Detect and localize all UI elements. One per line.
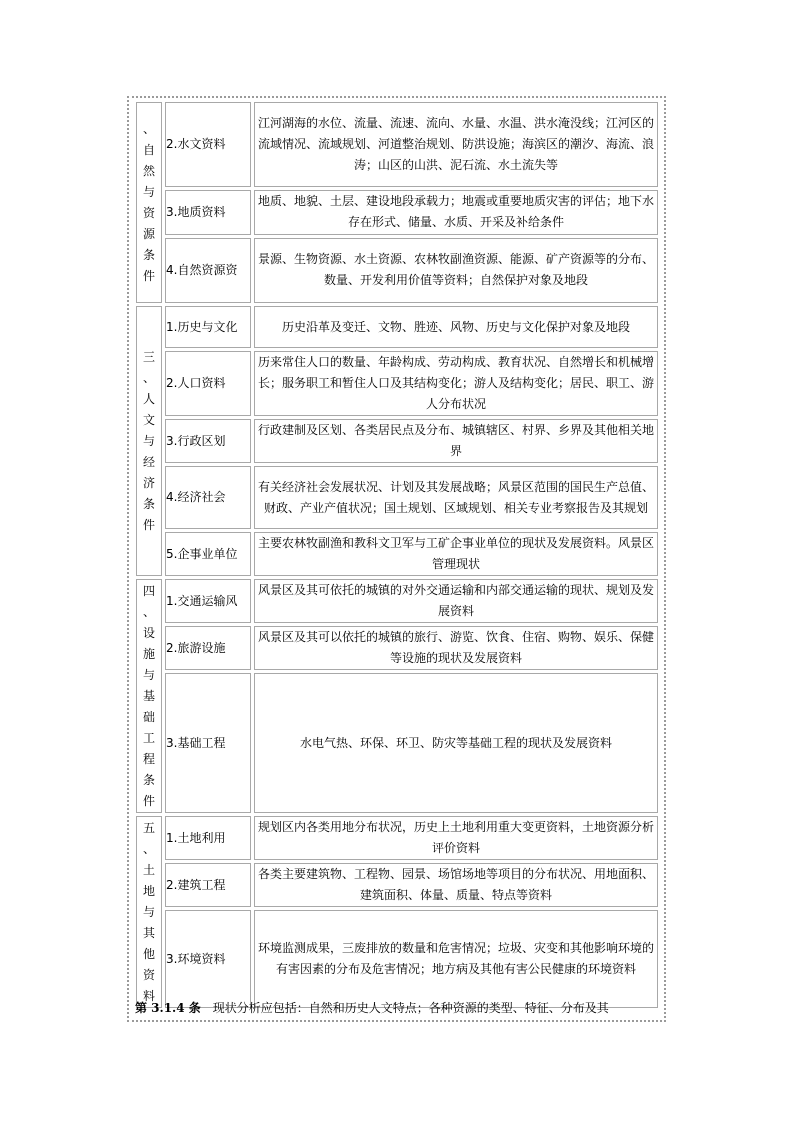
item-description: 风景区及其可依托的城镇的对外交通运输和内部交通运输的现状、规划及发展资料: [254, 579, 658, 623]
category-char: 基: [142, 688, 155, 703]
table-row: [136, 190, 658, 235]
article-text: 现状分析应包括：自然和历史人文特点；各种资源的类型、特征、分布及其: [212, 1001, 609, 1015]
category-char: 、: [142, 841, 155, 856]
category-char: 三: [142, 349, 155, 364]
item-description: 行政建制及区划、各类居民点及分布、城镇辖区、村界、乡界及其他相关地界: [254, 419, 658, 463]
category-char: 程: [142, 751, 155, 766]
item-description: 地质、地貌、土层、建设地段承载力；地震或重要地质灾害的评估；地下水存在形式、储量、水质、开采及补给条件: [254, 190, 658, 235]
item-description: 江河湖海的水位、流量、流速、流向、水量、水温、洪水淹没线；江河区的流域情况、流域规划、河道整治规划、防洪设施；海滨区的潮汐、海流、浪涛；山区的山洪、泥石流、水土流失等: [254, 102, 658, 187]
category-char: 施: [142, 646, 155, 661]
category-char: 人: [142, 391, 155, 406]
category-char: 条: [142, 496, 155, 511]
item-description: 规划区内各类用地分布状况，历史上土地利用重大变更资料，土地资源分析评价资料: [254, 816, 658, 860]
category-cell: [136, 102, 162, 303]
category-char: 工: [142, 730, 155, 745]
category-char: 件: [142, 517, 155, 532]
item-description: 各类主要建筑物、工程物、园景、场馆场地等项目的分布状况、用地面积、建筑面积、体量、质量、特点等资料: [254, 863, 658, 907]
table-row: [136, 579, 658, 623]
category-cell: [136, 306, 162, 576]
category-char: 件: [142, 268, 155, 283]
table-row: [136, 816, 658, 860]
table-row: [136, 626, 658, 670]
item-label: 1.土地利用: [165, 816, 251, 860]
category-char: 源: [142, 226, 155, 241]
category-char: 然: [142, 163, 155, 178]
category-char: 其: [142, 925, 155, 940]
category-char: 与: [142, 184, 155, 199]
item-label: 1.交通运输风: [165, 579, 251, 623]
item-label: 5.企事业单位: [165, 532, 251, 576]
category-label: [137, 818, 161, 1007]
category-char: 设: [142, 625, 155, 640]
category-cell: [136, 579, 162, 813]
table-row: [136, 910, 658, 1008]
category-label: [137, 119, 161, 287]
item-label: 2.建筑工程: [165, 863, 251, 907]
item-label: 3.行政区划: [165, 419, 251, 463]
item-label: 3.环境资料: [165, 910, 251, 1008]
category-char: 料: [142, 988, 155, 1003]
article-footer: [135, 998, 661, 1018]
category-char: 他: [142, 946, 155, 961]
category-label: [137, 581, 161, 812]
table-row: [136, 466, 658, 529]
category-char: 资: [142, 205, 155, 220]
item-description: 主要农林牧副渔和教科文卫军与工矿企事业单位的现状及发展资料。风景区管理现状: [254, 532, 658, 576]
table-row: [136, 238, 658, 303]
category-char: 础: [142, 709, 155, 724]
item-label: 2.水文资料: [165, 102, 251, 187]
table-row: [136, 863, 658, 907]
table-row: [136, 351, 658, 416]
item-description: 风景区及其可以依托的城镇的旅行、游览、饮食、住宿、购物、娱乐、保健等设施的现状及发展资料: [254, 626, 658, 670]
category-char: 土: [142, 862, 155, 877]
category-char: 与: [142, 667, 155, 682]
item-description: 历来常住人口的数量、年龄构成、劳动构成、教育状况、自然增长和机械增长；服务职工和暂住人口及其结构变化；游人及结构变化；居民、职工、游人分布状况: [254, 351, 658, 416]
category-char: 与: [142, 904, 155, 919]
category-char: 件: [142, 793, 155, 808]
table-row: [136, 102, 658, 187]
item-description: 历史沿革及变迁、文物、胜迹、风物、历史与文化保护对象及地段: [254, 306, 658, 348]
category-char: 条: [142, 247, 155, 262]
category-label: [137, 347, 161, 536]
category-char: 、: [142, 370, 155, 385]
category-char: 经: [142, 454, 155, 469]
category-char: 文: [142, 412, 155, 427]
item-label: 4.经济社会: [165, 466, 251, 529]
item-description: 景源、生物资源、水土资源、农林牧副渔资源、能源、矿产资源等的分布、数量、开发利用价值等资料；自然保护对象及地段: [254, 238, 658, 303]
category-char: 条: [142, 772, 155, 787]
item-label: 3.基础工程: [165, 673, 251, 813]
item-description: 有关经济社会发展状况、计划及其发展战略；风景区范围的国民生产总值、财政、产业产值状况；国土规划、区域规划、相关专业考察报告及其规划: [254, 466, 658, 529]
item-label: 2.旅游设施: [165, 626, 251, 670]
survey-table: [133, 99, 661, 1011]
category-char: 、: [142, 121, 155, 136]
table-row: [136, 419, 658, 463]
category-char: 地: [142, 883, 155, 898]
category-char: 、: [142, 604, 155, 619]
article-number: 第 3.1.4 条: [135, 1001, 201, 1015]
table-row: [136, 532, 658, 576]
table-row: [136, 673, 658, 813]
category-cell: [136, 816, 162, 1008]
item-label: 4.自然资源资: [165, 238, 251, 303]
item-label: 3.地质资料: [165, 190, 251, 235]
item-label: 1.历史与文化: [165, 306, 251, 348]
item-label: 2.人口资料: [165, 351, 251, 416]
item-description: 水电气热、环保、环卫、防灾等基础工程的现状及发展资料: [254, 673, 658, 813]
category-char: 四: [142, 583, 155, 598]
table-row: [136, 306, 658, 348]
category-char: 济: [142, 475, 155, 490]
item-description: 环境监测成果，三废排放的数量和危害情况；垃圾、灾变和其他影响环境的有害因素的分布及危害情况；地方病及其他有害公民健康的环境资料: [254, 910, 658, 1008]
category-char: 资: [142, 967, 155, 982]
category-char: 自: [142, 142, 155, 157]
category-char: 五: [142, 820, 155, 835]
category-char: 与: [142, 433, 155, 448]
